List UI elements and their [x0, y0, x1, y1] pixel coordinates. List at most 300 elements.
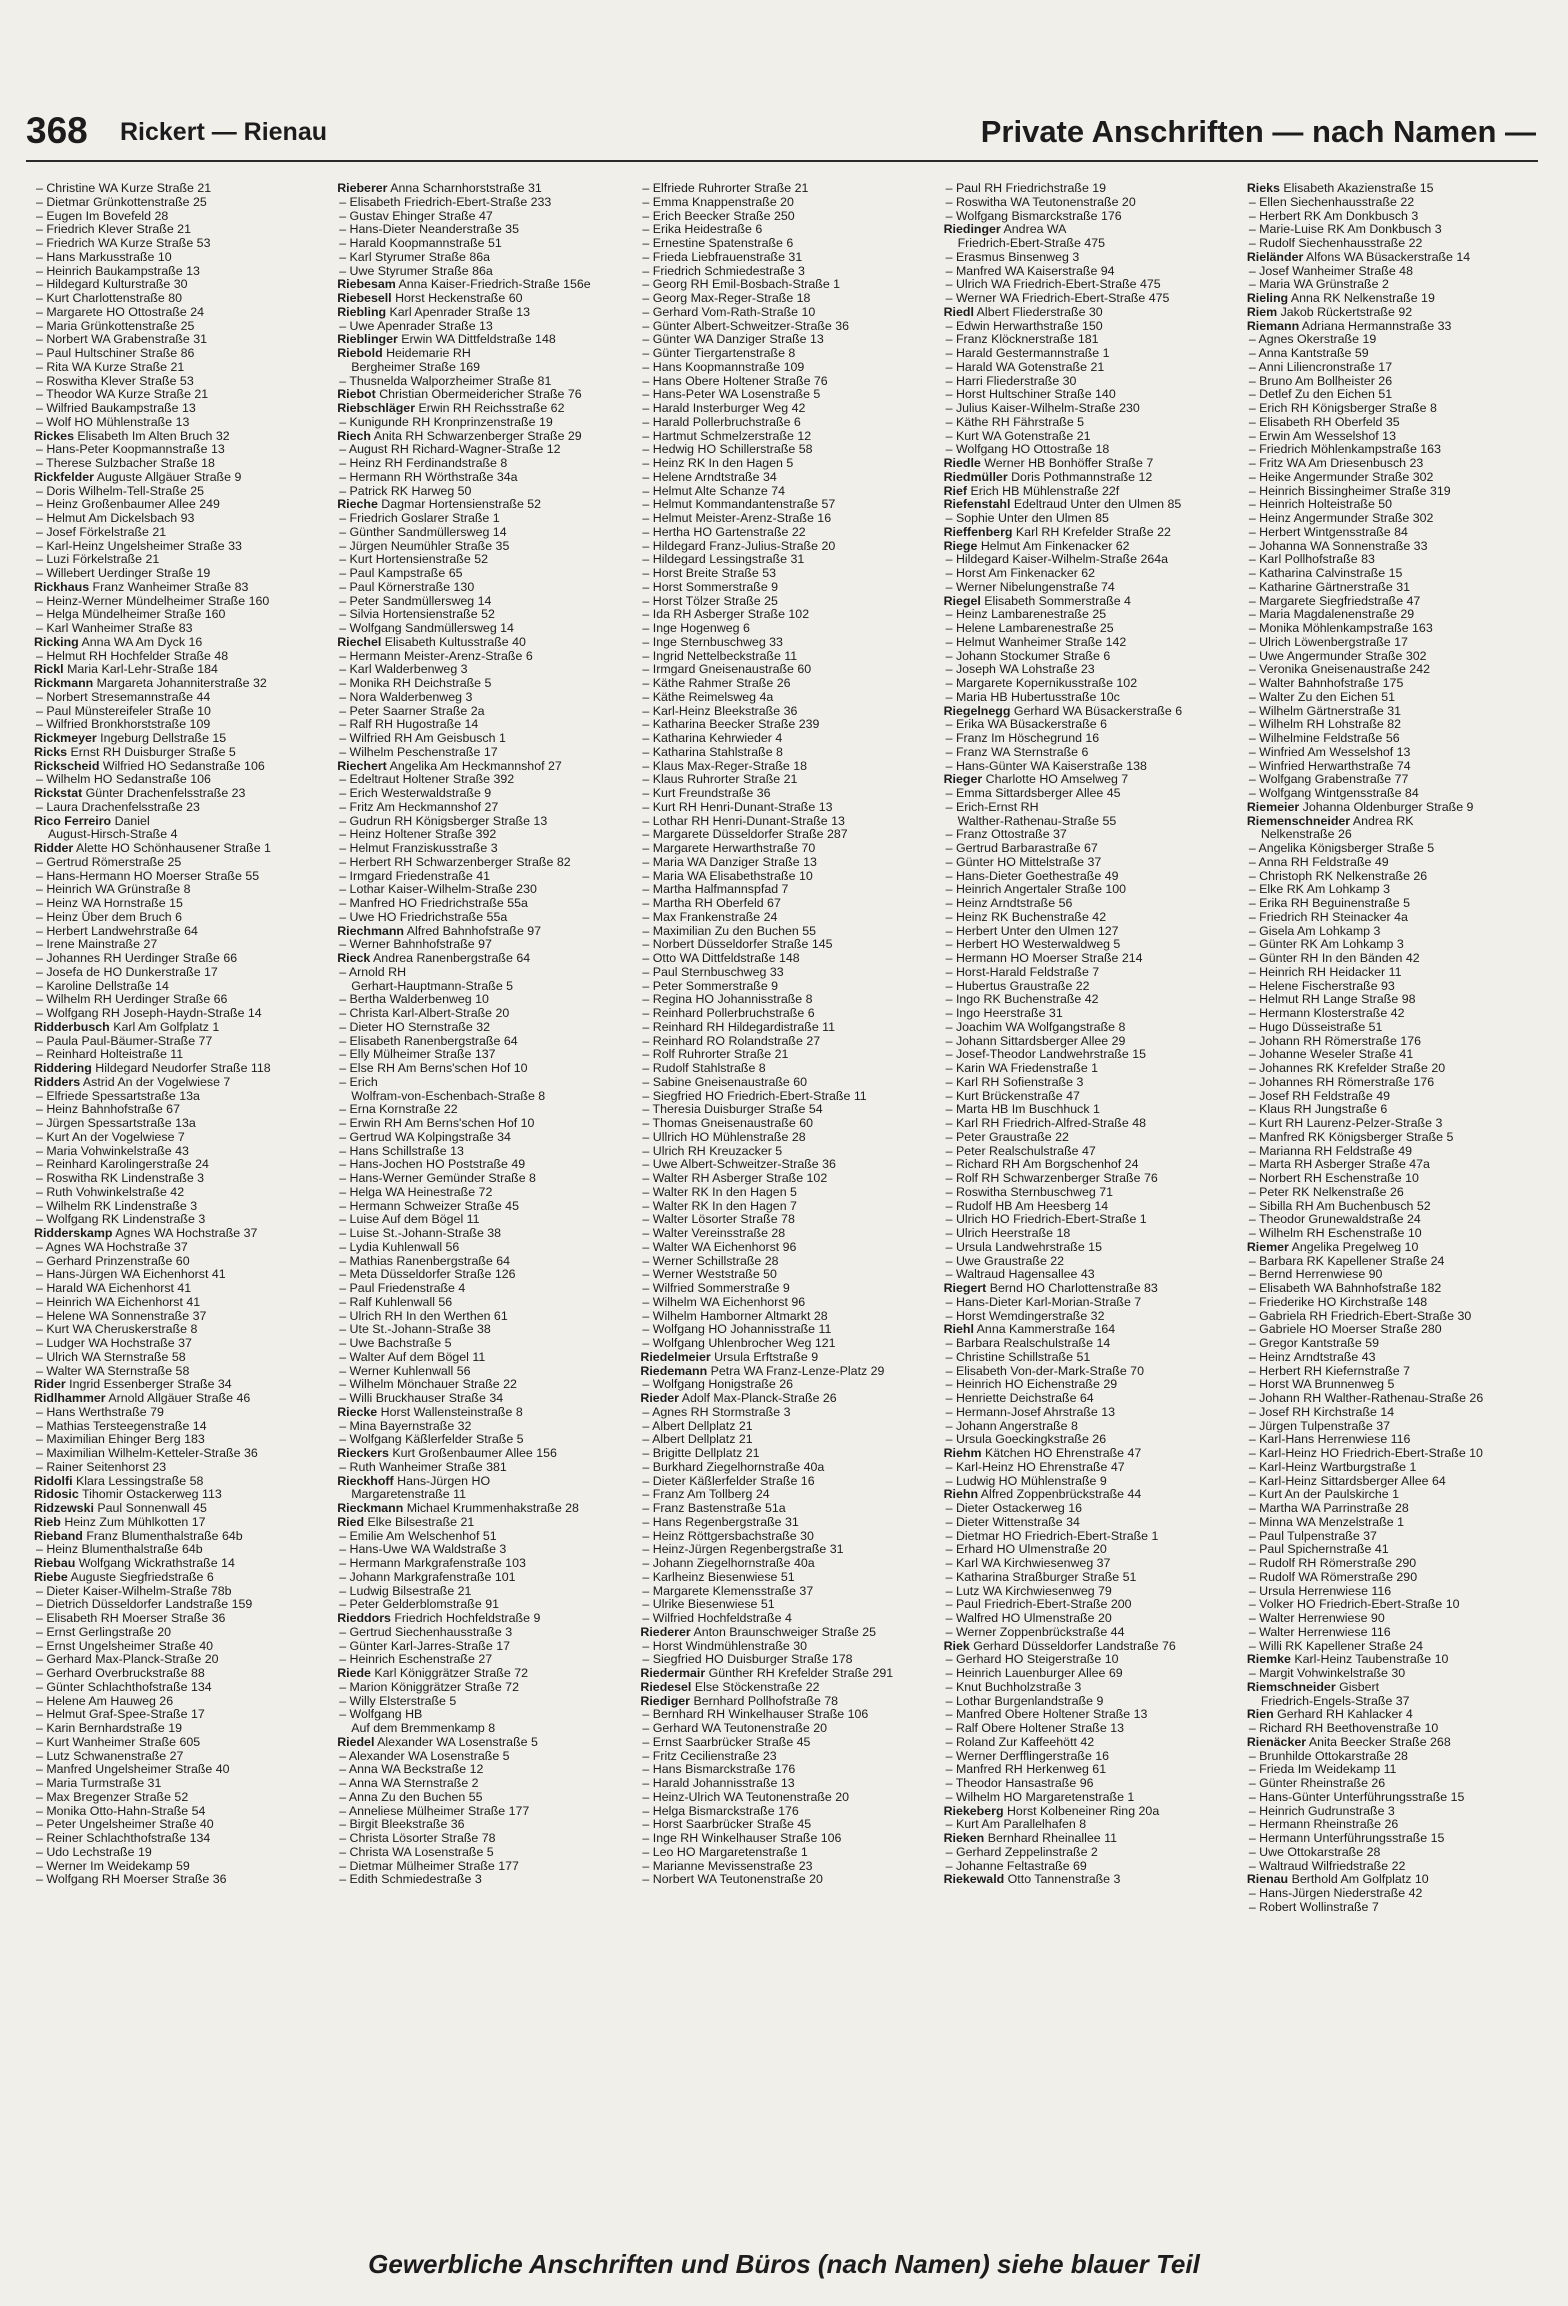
entry-text: Harald Pollerbruchstraße 6 — [652, 415, 801, 429]
surname-entry — [34, 1076, 331, 1090]
person-entry: – Norbert WA Teutonenstraße 20 — [642, 1873, 823, 1887]
entry-text: Ruth Wanheimer Straße 381 — [349, 1460, 507, 1474]
entry-text: Ute St.-Johann-Straße 38 — [349, 1323, 491, 1337]
entry-text: Klara Lessingstraße 58 — [76, 1474, 204, 1488]
entry-text: Rolf Ruhrorter Straße 21 — [652, 1048, 789, 1062]
entry-text: Bruno Am Bollheister 26 — [1259, 374, 1393, 388]
surname-entry — [944, 595, 1241, 609]
entry-text: Agnes Okerstraße 19 — [1258, 333, 1377, 347]
entry-text: Johann RH Römerstraße 176 — [1259, 1034, 1421, 1048]
person-entry: – Ernst Saarbrücker Straße 45 — [642, 1735, 811, 1749]
entry-text: Otto WA Dittfeldstraße 148 — [652, 952, 800, 965]
entry-text: Christine WA Kurze Straße 21 — [46, 182, 212, 195]
person-entry: – Bertha Walderbenweg 10 — [339, 993, 489, 1007]
person-entry: – Hans-Peter Koopmannstraße 13 — [36, 443, 225, 457]
person-entry: – Wolfgang Bismarckstraße 176 — [945, 209, 1122, 223]
entry-text: Peter Ungelsheimer Straße 40 — [46, 1818, 214, 1832]
person-entry: – Winfried Am Wesselshof 13 — [1248, 745, 1411, 759]
entry-text: Margit Vohwinkelstraße 30 — [1259, 1667, 1406, 1680]
person-entry: – Ruth Vohwinkelstraße 42 — [36, 1185, 185, 1199]
person-entry: – Horst Sommerstraße 9 — [642, 580, 779, 594]
entry-text: Heinrich RH Heidacker 11 — [1259, 965, 1402, 979]
entry-text: Elke Bilsestraße 21 — [367, 1515, 475, 1529]
entry-text: Alexander WA Losenstraße 5 — [377, 1735, 538, 1749]
person-entry: – Helene Arndtstraße 34 — [642, 470, 777, 484]
entry-text: Werner Schillstraße 28 — [652, 1254, 779, 1268]
entry-text: Friedrich Klever Straße 21 — [46, 223, 191, 237]
entry-text: Karl Styrumer Straße 86a — [349, 250, 491, 264]
person-entry: – Marianna RH Feldstraße 49 — [1248, 1144, 1413, 1158]
person-entry: – Hans-Jürgen WA Eichenhorst 41 — [36, 1268, 226, 1282]
entry-text: Adriana Hermannstraße 33 — [1301, 319, 1452, 333]
surname: Rieband — [34, 1529, 83, 1543]
person-entry: – Lydia Kuhlenwall 56 — [339, 1240, 460, 1254]
person-entry: – Reiner Schlachthofstraße 134 — [36, 1832, 211, 1845]
entry-text: Karl Königgrätzer Straße 72 — [374, 1667, 528, 1680]
person-entry: – Gisela Am Lohkamp 3 — [1248, 924, 1381, 938]
person-entry: – Regina HO Johannisstraße 8 — [642, 993, 813, 1007]
entry-text: Margaretenstraße 11 — [351, 1488, 466, 1502]
entry-text: Helmut Am Dickelsbach 93 — [46, 512, 195, 525]
person-entry: – Maria HB Hubertusstraße 10c — [945, 690, 1120, 704]
person-entry: – Joseph WA Lohstraße 23 — [945, 663, 1095, 677]
person-entry: – Erich Westerwaldstraße 9 — [339, 787, 492, 800]
entry-text: Heinz RK In den Hagen 5 — [652, 457, 794, 470]
entry-text: Bernhard Rheinallee 11 — [987, 1832, 1117, 1845]
person-entry: – Helmut Meister-Arenz-Straße 16 — [642, 512, 832, 525]
person-entry: – Uwe HO Friedrichstraße 55a — [339, 910, 508, 924]
person-entry: – Hugo Düsseistraße 51 — [1248, 1020, 1383, 1034]
entry-text: Martha Halfmannspfad 7 — [652, 883, 789, 897]
entry-text: Winfried Herwarthstraße 74 — [1259, 759, 1411, 773]
surname: Rieb — [34, 1515, 61, 1529]
person-entry: – Inge RH Winkelhauser Straße 106 — [642, 1832, 842, 1845]
person-entry: – Heinrich Gudrunstraße 3 — [1248, 1804, 1395, 1818]
entry-text: Margarete Düsseldorfer Straße 287 — [652, 828, 848, 842]
entry-text: Margarete Herwarthstraße 70 — [652, 842, 816, 855]
surname-entry — [944, 306, 1241, 320]
surname: Riemer — [1246, 1240, 1289, 1254]
person-entry: – Karoline Dellstraße 14 — [36, 979, 169, 993]
surname: Riefenstahl — [943, 498, 1011, 512]
surname: Rien — [1246, 1708, 1274, 1722]
entry-text: Erwin Am Wesselshof 13 — [1259, 429, 1396, 443]
entry-text: Horst Am Finkenacker 62 — [955, 567, 1096, 580]
person-entry: – Luzi Förkelstraße 21 — [36, 553, 160, 567]
entry-text: Ruth Vohwinkelstraße 42 — [46, 1185, 185, 1199]
person-entry: – Ruth Wanheimer Straße 381 — [339, 1460, 507, 1474]
person-entry: – Anni Liliencronstraße 17 — [1248, 360, 1393, 374]
person-entry: – Heinz RH Ferdinandstraße 8 — [339, 457, 508, 470]
entry-text: Hermann Schweizer Straße 45 — [349, 1199, 519, 1213]
person-entry: – Walter Herrenwiese 90 — [1248, 1612, 1385, 1625]
surname-entry — [34, 677, 331, 691]
person-entry: – Karl-Heinz Sittardsberger Allee 64 — [1248, 1474, 1446, 1488]
entry-text: Käthe Rahmer Straße 26 — [652, 677, 791, 690]
entry-text: Meta Düsseldorfer Straße 126 — [349, 1268, 516, 1282]
person-entry: – Johannes RK Krefelder Straße 20 — [1248, 1062, 1446, 1075]
person-entry: – Kurt RH Henri-Dunant-Straße 13 — [642, 800, 833, 814]
surname: Riecke — [337, 1405, 378, 1419]
surname-entry — [337, 1736, 634, 1750]
person-entry: – Walter RK In den Hagen 7 — [642, 1199, 797, 1213]
entry-text: Hermann HO Moerser Straße 214 — [955, 952, 1143, 965]
entry-text: Anna RH Feldstraße 49 — [1258, 855, 1389, 869]
entry-text: Ulrich RH In den Werthen 61 — [349, 1309, 508, 1323]
person-entry: – Franz Bastenstraße 51a — [642, 1502, 786, 1515]
person-entry: – Günter HO Mittelstraße 37 — [945, 855, 1102, 869]
entry-text: Heinz Bahnhofstraße 67 — [46, 1103, 180, 1117]
entry-text: Rudolf WA Römerstraße 290 — [1259, 1570, 1418, 1584]
person-entry: – Marta HB Im Buschhuck 1 — [945, 1103, 1100, 1117]
surname-entry — [337, 278, 634, 292]
person-entry: – Gertrud Barbarastraße 67 — [945, 842, 1098, 855]
entry-text: Theodor Hansastraße 96 — [955, 1777, 1094, 1790]
person-entry: – Kunigunde RH Kronprinzenstraße 19 — [339, 415, 553, 429]
entry-text: Wilhelm RK Lindenstraße 3 — [46, 1199, 198, 1213]
surname-entry — [640, 1681, 937, 1695]
entry-text: Auguste Siegfriedstraße 6 — [70, 1570, 214, 1584]
person-entry: – Franz Am Tollberg 24 — [642, 1488, 770, 1502]
entry-text: Uwe Ottokarstraße 28 — [1259, 1845, 1381, 1859]
entry-text: Franz Bastenstraße 51a — [652, 1502, 786, 1515]
entry-text: Josef RH Kirchstraße 14 — [1259, 1405, 1395, 1419]
surname-entry — [337, 1447, 634, 1461]
person-entry: – Waltraud Hagensallee 43 — [945, 1268, 1095, 1282]
entry-text: Silvia Hortensienstraße 52 — [349, 608, 495, 622]
entry-text: Josef-Theodor Landwehrstraße 15 — [955, 1048, 1147, 1062]
surname: Rieder — [640, 1392, 679, 1405]
entry-text: Rolf RH Schwarzenberger Straße 76 — [955, 1172, 1158, 1185]
entry-text: Johanne Weseler Straße 41 — [1259, 1048, 1414, 1062]
person-entry: – Paul RH Friedrichstraße 19 — [945, 182, 1107, 195]
person-entry: – Dieter HO Sternstraße 32 — [339, 1020, 491, 1034]
person-entry: – Wilhelmine Feldstraße 56 — [1248, 732, 1400, 745]
entry-continuation — [944, 815, 1241, 829]
entry-text: Johann Sittardsberger Allee 29 — [955, 1034, 1126, 1048]
entry-text: Gabriele HO Moerser Straße 280 — [1259, 1323, 1442, 1337]
person-entry: – Johanne Feltastraße 69 — [945, 1859, 1087, 1873]
entry-text: Wilfried Hochfeldstraße 4 — [652, 1612, 792, 1625]
entry-text: Sibilla RH Am Buchenbusch 52 — [1259, 1199, 1431, 1213]
person-entry: – Paul Friedenstraße 4 — [339, 1282, 466, 1295]
person-entry: – Peter Graustraße 22 — [945, 1130, 1069, 1144]
entry-text: Werner Zoppenbrückstraße 44 — [955, 1625, 1125, 1639]
surname: Rienäcker — [1246, 1735, 1307, 1749]
entry-continuation — [337, 1488, 634, 1502]
entry-text: Uwe Styrumer Straße 86a — [349, 264, 493, 278]
entry-text: Brunhilde Ottokarstraße 28 — [1259, 1749, 1408, 1763]
person-entry: – Paul Hultschiner Straße 86 — [36, 347, 195, 360]
person-entry: – Friedrich WA Kurze Straße 53 — [36, 237, 211, 250]
entry-text: Peter Graustraße 22 — [955, 1130, 1069, 1144]
entry-text: Kurt RH Laurenz-Pelzer-Straße 3 — [1259, 1117, 1443, 1130]
surname-entry — [944, 1832, 1241, 1846]
entry-text: Hermann Klosterstraße 42 — [1259, 1007, 1405, 1020]
entry-text: Gerhard Vom-Rath-Straße 10 — [652, 305, 816, 319]
person-entry: – Hans Obere Holtener Straße 76 — [642, 374, 828, 388]
person-entry: – Wolfgang HB — [339, 1708, 423, 1722]
entry-text: Wilhelm RH Eschenstraße 10 — [1259, 1227, 1422, 1240]
entry-text: Uwe Apenrader Straße 13 — [349, 319, 493, 333]
entry-text: Heinrich Bissingheimer Straße 319 — [1259, 484, 1451, 498]
entry-text: Anna Kaiser-Friedrich-Straße 156e — [398, 278, 591, 292]
person-entry: – Heinrich Bissingheimer Straße 319 — [1248, 484, 1451, 498]
person-entry: – Theodor WA Kurze Straße 21 — [36, 388, 209, 402]
entry-text: Rudolf RH Römerstraße 290 — [1259, 1557, 1417, 1570]
person-entry: – Kurt Freundstraße 36 — [642, 787, 771, 800]
entry-text: Erasmus Binsenweg 3 — [955, 250, 1080, 264]
entry-text: Walter Bahnhofstraße 175 — [1259, 677, 1404, 690]
surname-entry — [944, 526, 1241, 540]
surname-entry — [34, 1227, 331, 1241]
entry-text: Hans-Dieter Karl-Morian-Straße 7 — [955, 1295, 1142, 1309]
person-entry: – Thusnelda Walporzheimer Straße 81 — [339, 374, 552, 388]
person-entry: – Wolfgang Uhlenbrocher Weg 121 — [642, 1337, 836, 1350]
entry-text: Johannes RK Krefelder Straße 20 — [1259, 1062, 1446, 1075]
person-entry: – Detlef Zu den Eichen 51 — [1248, 388, 1393, 402]
entry-text: Helmut Franziskusstraße 3 — [349, 842, 498, 855]
directory-column-5 — [1247, 182, 1544, 2207]
person-entry: – Franz Im Höschegrund 16 — [945, 732, 1100, 745]
person-entry: – Helga Mündelheimer Straße 160 — [36, 608, 226, 622]
person-entry: – Bernhard RH Winkelhauser Straße 106 — [642, 1708, 869, 1722]
person-entry: – Willy Elsterstraße 5 — [339, 1694, 457, 1708]
surname: Rieddors — [337, 1612, 391, 1625]
entry-text: Sophie Unter den Ulmen 85 — [955, 512, 1109, 525]
entry-text: Edeltraut Holtener Straße 392 — [349, 773, 515, 787]
entry-text: Else RH Am Berns'schen Hof 10 — [349, 1062, 528, 1075]
person-entry: – Karin WA Friedenstraße 1 — [945, 1062, 1099, 1075]
person-entry: – Irmgard Friedenstraße 41 — [339, 869, 491, 883]
entry-text: Paula Paul-Bäumer-Straße 77 — [46, 1034, 213, 1048]
entry-text: Wilfried Sommerstraße 9 — [652, 1282, 790, 1295]
person-entry: – Erich RH Königsberger Straße 8 — [1248, 402, 1437, 415]
person-entry: – Peter Sandmüllersweg 14 — [339, 594, 492, 608]
entry-text: Emma Sittardsberger Allee 45 — [955, 787, 1121, 800]
entry-text: Harald Insterburger Weg 42 — [652, 402, 806, 415]
person-entry: – Brigitte Dellplatz 21 — [642, 1447, 760, 1460]
entry-text: Heinz Angermunder Straße 302 — [1259, 512, 1434, 525]
entry-text: Paul Münstereifeler Straße 10 — [46, 704, 211, 718]
entry-text: Christa Karl-Albert-Straße 20 — [349, 1007, 510, 1020]
person-entry: – Harald Gestermannstraße 1 — [945, 347, 1110, 360]
surname: Riebesam — [337, 278, 396, 292]
person-entry: – Norbert Stresemannstraße 44 — [36, 690, 211, 704]
person-entry: – Kurt Wanheimer Straße 605 — [36, 1735, 201, 1749]
entry-text: Paul RH Friedrichstraße 19 — [955, 182, 1107, 195]
person-entry: – Heinz RK In den Hagen 5 — [642, 457, 794, 470]
person-entry: – Hedwig HO Schillerstraße 58 — [642, 443, 813, 457]
person-entry: – Erika Heidestraße 6 — [642, 223, 763, 237]
person-entry: – Joachim WA Wolfgangstraße 8 — [945, 1020, 1126, 1034]
person-entry: – Käthe Rahmer Straße 26 — [642, 677, 791, 690]
entry-text: Elisabeth Kultusstraße 40 — [384, 635, 526, 649]
surname-entry — [1247, 320, 1544, 334]
entry-text: Ulrich Löwenbergstraße 17 — [1259, 635, 1408, 649]
person-entry: – Maria Magdalenenstraße 29 — [1248, 608, 1415, 622]
person-entry: – Frieda Liebfrauenstraße 31 — [642, 250, 803, 264]
surname: Rickfelder — [34, 470, 94, 484]
entry-text: Kurt Hortensienstraße 52 — [349, 553, 488, 567]
surname-entry — [337, 347, 634, 361]
surname: Rieblinger — [337, 333, 398, 347]
entry-text: Heinz Arndtstraße 56 — [955, 897, 1073, 910]
entry-text: Wolfgang HO Ottostraße 18 — [955, 443, 1110, 457]
entry-text: Marta HB Im Buschhuck 1 — [955, 1103, 1100, 1117]
surname-entry — [1247, 251, 1544, 265]
entry-text: Hildegard Kaiser-Wilhelm-Straße 264a — [955, 553, 1169, 567]
person-entry: – Hans Schillstraße 13 — [339, 1144, 464, 1158]
entry-text: Franz Klöcknerstraße 181 — [955, 333, 1099, 347]
entry-text: Kurt WA Cheruskerstraße 8 — [46, 1323, 198, 1337]
person-entry: – Erika RH Beguinenstraße 5 — [1248, 897, 1410, 910]
entry-text: Johannes RH Römerstraße 176 — [1259, 1075, 1435, 1089]
person-entry: – Ullrich HO Mühlenstraße 28 — [642, 1130, 806, 1144]
person-entry: – Wilhelm RH Uerdinger Straße 66 — [36, 993, 228, 1007]
entry-text: Ernst Gerlingstraße 20 — [46, 1625, 171, 1639]
entry-text: Erika RH Beguinenstraße 5 — [1259, 897, 1410, 910]
person-entry: – Heinz Röttgersbachstraße 30 — [642, 1529, 814, 1543]
person-entry: – Ingo Heerstraße 31 — [945, 1007, 1063, 1020]
entry-text: Herbert RH Schwarzenberger Straße 82 — [349, 855, 571, 869]
person-entry: – Werner Weststraße 50 — [642, 1268, 777, 1282]
surname: Ricks — [34, 745, 68, 759]
person-entry: – Horst Am Finkenacker 62 — [945, 567, 1096, 580]
entry-text: Gerhard Max-Planck-Straße 20 — [46, 1653, 219, 1667]
entry-continuation — [337, 361, 634, 375]
person-entry: – Richard RH Am Borgschenhof 24 — [945, 1158, 1139, 1172]
surname: Riedmüller — [943, 470, 1008, 484]
person-entry: – Sibilla RH Am Buchenbusch 52 — [1248, 1199, 1431, 1213]
person-entry: – Werner Schillstraße 28 — [642, 1254, 779, 1268]
entry-text: Theodor WA Kurze Straße 21 — [46, 388, 209, 402]
surname-entry — [1247, 801, 1544, 815]
entry-text: Franz Im Höschegrund 16 — [955, 732, 1100, 745]
person-entry: – Ludwig HO Mühlenstraße 9 — [945, 1474, 1107, 1488]
surname-entry — [944, 498, 1241, 512]
entry-text: Horst Heckenstraße 60 — [395, 292, 523, 305]
entry-text: Volker HO Friedrich-Ebert-Straße 10 — [1259, 1598, 1460, 1612]
person-entry: – Heinrich Eschenstraße 27 — [339, 1653, 493, 1667]
person-entry: – Heinz-Ulrich WA Teutonenstraße 20 — [642, 1790, 850, 1804]
entry-text: Manfred HO Friedrichstraße 55a — [349, 897, 528, 910]
entry-text: Astrid An der Vogelwiese 7 — [82, 1075, 231, 1089]
entry-text: Wilfried HO Sedanstraße 106 — [102, 759, 265, 773]
person-entry: – Ellen Siechenhausstraße 22 — [1248, 195, 1415, 209]
entry-text: Therese Sulzbacher Straße 18 — [46, 457, 215, 470]
surname: Riehn — [943, 1488, 979, 1502]
person-entry: – Rolf RH Schwarzenberger Straße 76 — [945, 1172, 1158, 1185]
surname-entry — [34, 581, 331, 595]
person-entry: – Emilie Am Welschenhof 51 — [339, 1529, 497, 1543]
person-entry: – Maria WA Elisabethstraße 10 — [642, 869, 813, 883]
entry-text: Nora Walderbenweg 3 — [349, 690, 473, 704]
entry-text: Gregor Kantstraße 59 — [1259, 1337, 1379, 1350]
person-entry: – Hermann-Josef Ahrstraße 13 — [945, 1405, 1116, 1419]
surname-entry — [34, 663, 331, 677]
person-entry: – Peter Saarner Straße 2a — [339, 704, 485, 718]
person-entry: – Ulrich WA Friedrich-Ebert-Straße 475 — [945, 278, 1161, 292]
entry-text: Uwe Graustraße 22 — [955, 1254, 1065, 1268]
entry-text: Katharina Stahlstraße 8 — [652, 745, 783, 759]
person-entry: – Margarete Düsseldorfer Straße 287 — [642, 828, 848, 842]
entry-text: Wilhelm Hamborner Altmarkt 28 — [652, 1309, 828, 1323]
entry-text: Roswitha Sternbuschweg 71 — [955, 1185, 1113, 1199]
person-entry: – Mina Bayernstraße 32 — [339, 1419, 472, 1433]
entry-text: Christine Schillstraße 51 — [955, 1350, 1091, 1364]
person-entry: – Hermann Unterführungsstraße 15 — [1248, 1832, 1445, 1845]
entry-text: Roswitha WA Teutonenstraße 20 — [955, 195, 1136, 209]
entry-text: Peter Sandmüllersweg 14 — [349, 594, 492, 608]
person-entry: – Herbert Wintgensstraße 84 — [1248, 525, 1408, 539]
entry-text: Maria Grünkottenstraße 25 — [46, 319, 195, 333]
entry-text: Heinrich Angertaler Straße 100 — [955, 883, 1127, 897]
entry-text: Norbert RH Eschenstraße 10 — [1259, 1172, 1419, 1185]
entry-text: Heinrich Holteistraße 50 — [1259, 498, 1393, 512]
person-entry: – Harald Koopmannstraße 51 — [339, 237, 502, 250]
entry-text: Walter Zu den Eichen 51 — [1259, 690, 1396, 704]
person-entry: – Leo HO Margaretenstraße 1 — [642, 1845, 808, 1859]
person-entry: – Günther Sandmüllersweg 14 — [339, 525, 507, 539]
entry-text: Katharina Kehrwieder 4 — [652, 732, 783, 745]
entry-text: Hubertus Graustraße 22 — [955, 979, 1090, 993]
person-entry: – Margarete Kopernikusstraße 102 — [945, 677, 1138, 690]
entry-text: Ralf Kuhlenwall 56 — [349, 1295, 453, 1309]
entry-text: Johanna WA Sonnenstraße 33 — [1259, 539, 1428, 553]
entry-text: Kurt Charlottenstraße 80 — [46, 292, 183, 305]
entry-text: Heinz Röttgersbachstraße 30 — [652, 1529, 814, 1543]
surname-entry — [1247, 1241, 1544, 1255]
person-entry: – Thomas Gneisenaustraße 60 — [642, 1117, 814, 1130]
person-entry: – Käthe RH Fährstraße 5 — [945, 415, 1085, 429]
person-entry: – Friedrich Klever Straße 21 — [36, 223, 191, 237]
entry-text: Wolfgang HO Johannisstraße 11 — [652, 1323, 832, 1337]
surname-entry — [944, 705, 1241, 719]
person-entry: – Wolfgang RK Lindenstraße 3 — [36, 1213, 206, 1227]
person-entry: – Uwe Styrumer Straße 86a — [339, 264, 493, 278]
surname: Riehl — [943, 1323, 974, 1337]
person-entry: – Hans-Jürgen Niederstraße 42 — [1248, 1887, 1423, 1900]
surname: Rider — [34, 1378, 66, 1392]
entry-text: Erich Beecker Straße 250 — [652, 209, 795, 223]
person-entry: – Heinz Arndtstraße 43 — [1248, 1350, 1376, 1364]
entry-text: Hans-Hermann HO Moerser Straße 55 — [46, 869, 260, 883]
surname-entry — [337, 925, 634, 939]
entry-text: Heinz Blumenthalstraße 64b — [46, 1543, 203, 1557]
person-entry: – Nora Walderbenweg 3 — [339, 690, 473, 704]
person-entry: – Lutz Schwanenstraße 27 — [36, 1749, 184, 1763]
person-entry: – Rudolf Stahlstraße 8 — [642, 1062, 766, 1075]
entry-text: Waltraud Wilfriedstraße 22 — [1259, 1859, 1406, 1873]
entry-text: Angelika Königsberger Straße 5 — [1258, 842, 1435, 855]
entry-text: Manfred WA Kaiserstraße 94 — [955, 264, 1115, 278]
entry-text: Karin Bernhardstraße 19 — [46, 1722, 183, 1735]
surname: Rieck — [337, 952, 371, 965]
entry-text: Horst Windmühlenstraße 30 — [652, 1639, 808, 1653]
surname: Rienau — [1246, 1873, 1289, 1887]
person-entry: – Werner Im Weidekamp 59 — [36, 1859, 190, 1873]
entry-text: Frieda Im Weidekamp 11 — [1259, 1763, 1397, 1777]
person-entry: – Dieter Wittenstraße 34 — [945, 1515, 1080, 1529]
person-entry: – Walter Lösorter Straße 78 — [642, 1213, 795, 1227]
entry-text: Rudolf Siechenhausstraße 22 — [1259, 237, 1423, 250]
entry-text: Hans-Jürgen Niederstraße 42 — [1259, 1887, 1423, 1900]
entry-text: Alfred Zoppenbrückstraße 44 — [980, 1488, 1142, 1502]
entry-text: Gerhard WA Büsackerstraße 6 — [1013, 704, 1183, 718]
entry-text: Dieter Kaiser-Wilhelm-Straße 78b — [46, 1584, 232, 1598]
entry-text: Hermann Rheinstraße 26 — [1259, 1818, 1399, 1832]
